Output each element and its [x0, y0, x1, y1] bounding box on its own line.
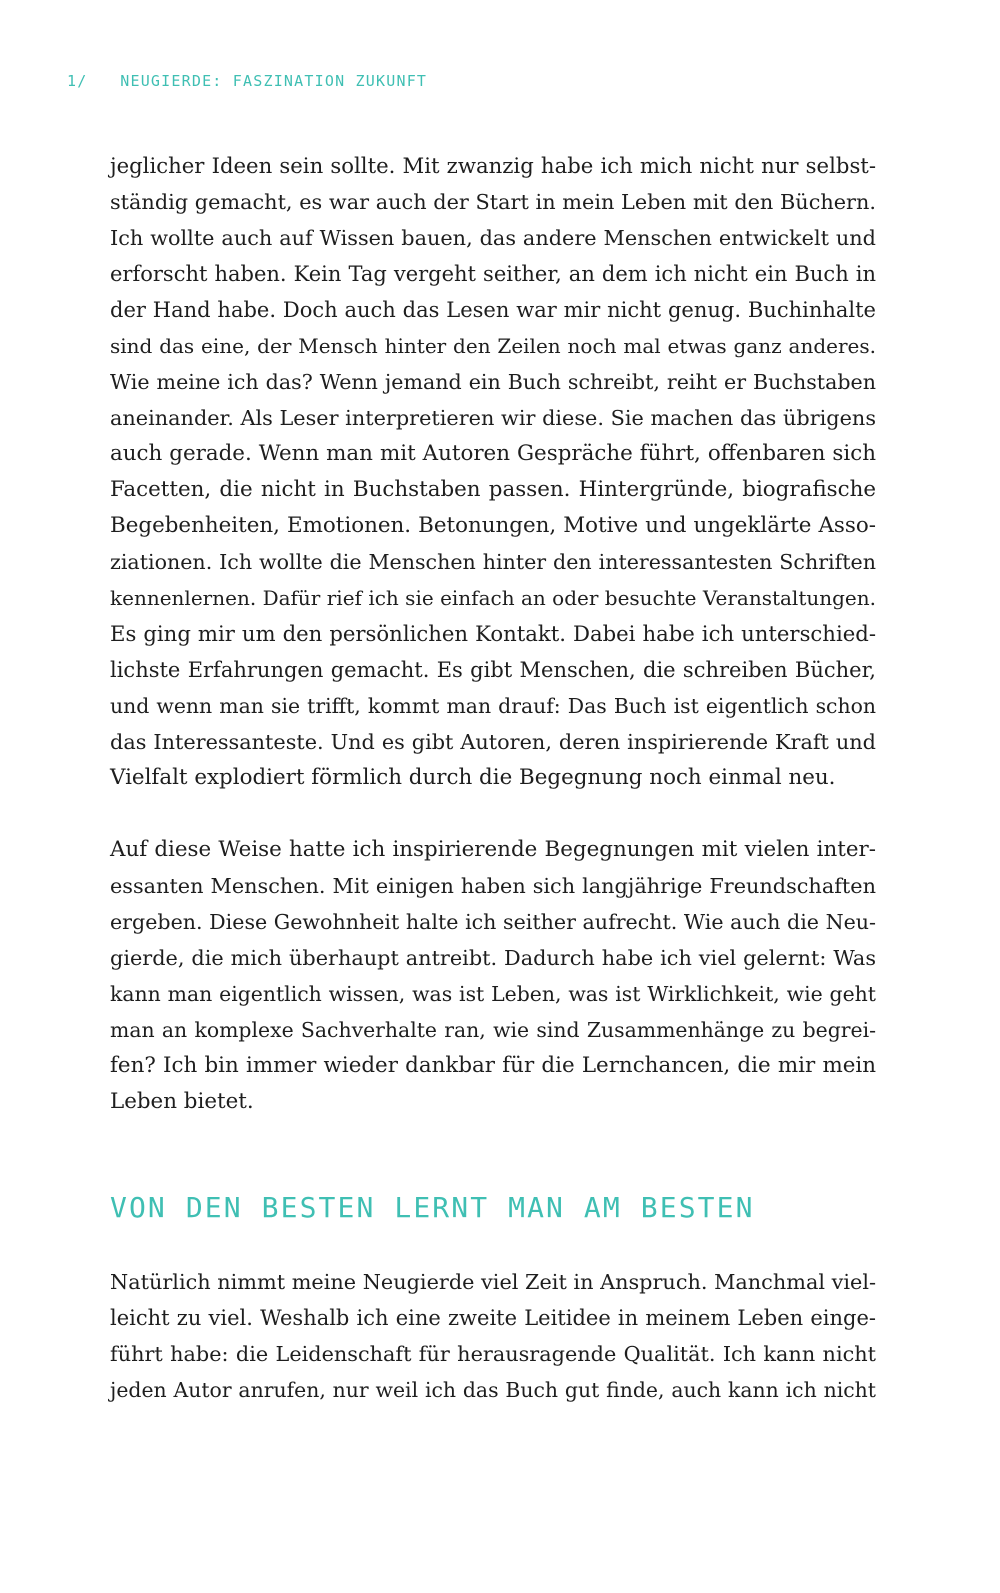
text-line: jeglicher Ideen sein sollte. Mit zwanzig habe ich mich nicht nur selbst- [110, 153, 876, 178]
text-line: Begebenheiten, Emotionen. Betonungen, Motive und ungeklärte Asso- [110, 513, 876, 538]
text-line: Wie meine ich das? Wenn jemand ein Buch schreibt, reiht er Buchstaben [110, 370, 876, 394]
paragraph-1 [110, 148, 876, 796]
text-line: lichste Erfahrungen gemacht. Es gibt Menschen, die schreiben Bücher, [110, 658, 876, 682]
text-line: aneinander. Als Leser interpretieren wir diese. Sie machen das übrigens [110, 406, 876, 430]
paragraph-2 [110, 832, 876, 1120]
text-line: das Interessanteste. Und es gibt Autoren, deren inspirierende Kraft und [110, 730, 876, 754]
text-line: führt habe: die Leidenschaft für herausragende Qualität. Ich kann nicht [110, 1342, 876, 1366]
text-line: Leben bietet. [110, 1089, 254, 1114]
section-heading: VON DEN BESTEN LERNT MAN AM BESTEN [110, 1191, 755, 1224]
text-line: Natürlich nimmt meine Neugierde viel Zeit in Anspruch. Manchmal viel- [110, 1270, 876, 1294]
text-line: ständig gemacht, es war auch der Start in mein Leben mit den Büchern. [110, 190, 876, 214]
text-line: fen? Ich bin immer wieder dankbar für die Lernchancen, die mir mein [110, 1053, 876, 1078]
text-line: auch gerade. Wenn man mit Autoren Gespräche führt, offenbaren sich [110, 441, 876, 466]
text-line: und wenn man sie trifft, kommt man drauf: Das Buch ist eigentlich schon [110, 694, 876, 718]
text-line: Ich wollte auch auf Wissen bauen, das andere Menschen entwickelt und [110, 226, 876, 250]
text-line: ergeben. Diese Gewohnheit halte ich seither aufrecht. Wie auch die Neu- [110, 910, 876, 934]
text-line: kann man eigentlich wissen, was ist Leben, was ist Wirklichkeit, wie geht [110, 982, 876, 1006]
text-line: erforscht haben. Kein Tag vergeht seither, an dem ich nicht ein Buch in [110, 262, 876, 286]
text-line: Auf diese Weise hatte ich inspirierende Begegnungen mit vielen inter- [110, 837, 876, 862]
chapter-title: NEUGIERDE: FASZINATION ZUKUNFT [120, 72, 428, 90]
text-line: essanten Menschen. Mit einigen haben sich langjährige Freundschaften [110, 874, 876, 898]
page-number: 1/ [67, 72, 88, 90]
running-header [67, 72, 427, 90]
text-line: man an komplexe Sachverhalte ran, wie sind Zusammenhänge zu begrei- [110, 1018, 876, 1042]
text-line: der Hand habe. Doch auch das Lesen war mir nicht genug. Buchinhalte [110, 298, 876, 322]
text-line: sind das eine, der Mensch hinter den Zeilen noch mal etwas ganz anderes. [110, 334, 876, 358]
paragraph-3 [110, 1264, 876, 1408]
text-line: Facetten, die nicht in Buchstaben passen. Hintergründe, biografische [110, 477, 876, 502]
text-line: gierde, die mich überhaupt antreibt. Dadurch habe ich viel gelernt: Was [110, 946, 876, 970]
text-line: Vielfalt explodiert förmlich durch die Begegnung noch einmal neu. [110, 765, 836, 790]
text-line: ziationen. Ich wollte die Menschen hinter den interessantesten Schriften [110, 550, 876, 574]
text-line: Es ging mir um den persönlichen Kontakt. Dabei habe ich unterschied- [110, 621, 876, 646]
text-line: jeden Autor anrufen, nur weil ich das Buch gut finde, auch kann ich nicht [110, 1378, 876, 1402]
text-line: leicht zu viel. Weshalb ich eine zweite Leitidee in meinem Leben einge- [110, 1306, 876, 1330]
text-line: kennenlernen. Dafür rief ich sie einfach an oder besuchte Veranstaltungen. [110, 586, 876, 610]
